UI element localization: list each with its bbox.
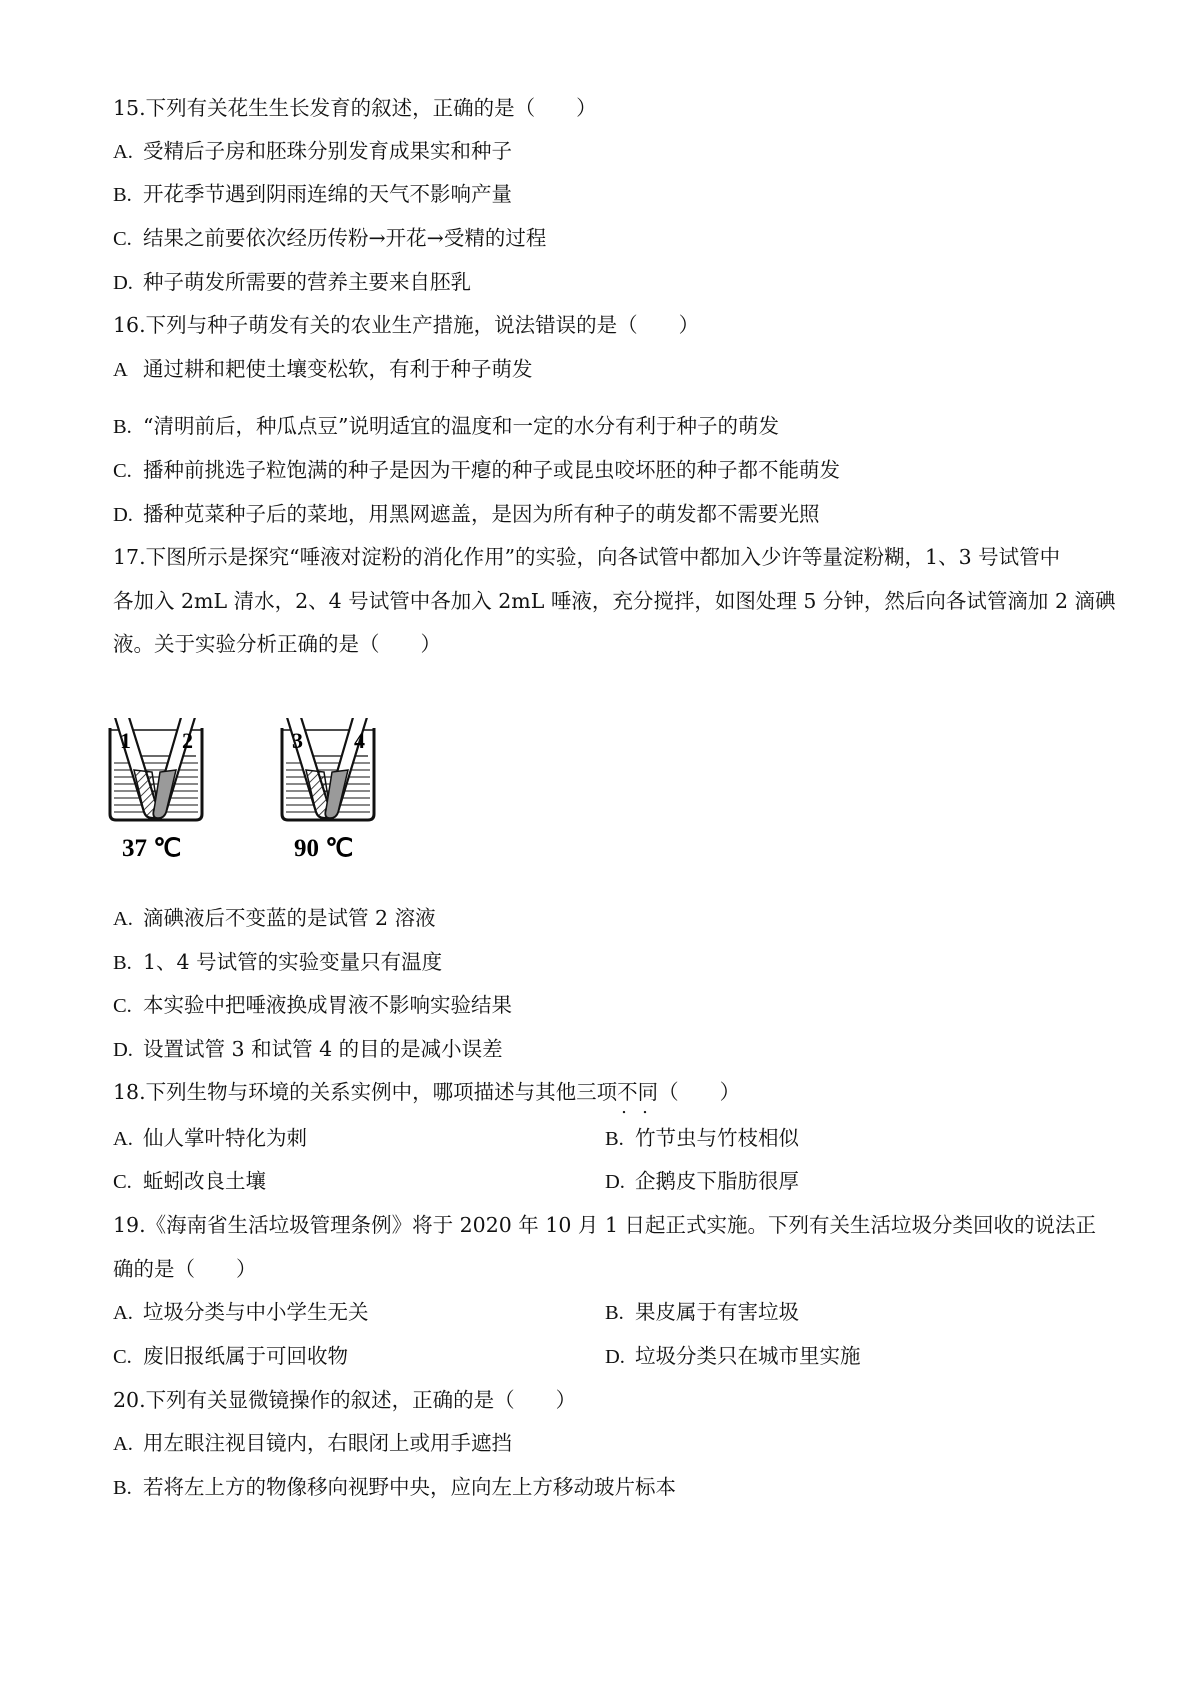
option-label: B. (113, 1477, 132, 1499)
option-text: 垃圾分类与中小学生无关 (143, 1300, 369, 1324)
q17-option-d (113, 1035, 503, 1064)
option-label: A. (113, 1433, 133, 1455)
option-text: 废旧报纸属于可回收物 (143, 1344, 348, 1368)
q16-option-c (113, 456, 840, 485)
tube-label-1: 1 (120, 728, 131, 753)
q18-option-b (605, 1124, 799, 1153)
option-label: C. (113, 1346, 132, 1368)
option-text: “清明前后，种瓜点豆”说明适宜的温度和一定的水分有利于种子的萌发 (143, 414, 779, 438)
q19-option-c (113, 1342, 348, 1371)
q18-option-c (113, 1167, 266, 1196)
option-text: 用左眼注视目镜内，右眼闭上或用手遮挡 (143, 1431, 512, 1455)
option-text: 蚯蚓改良土壤 (143, 1169, 266, 1193)
option-label: D. (113, 1039, 133, 1061)
option-text: 若将左上方的物像移向视野中央，应向左上方移动玻片标本 (143, 1475, 676, 1499)
option-label: D. (605, 1171, 625, 1193)
q19-stem-line2: 确的是（ ） (113, 1257, 257, 1281)
q15-option-d (113, 268, 471, 297)
q17-option-c (113, 991, 512, 1020)
q18-stem (113, 1078, 740, 1106)
q18-emphasis: 不同 (617, 1080, 659, 1104)
tube-label-3: 3 (292, 728, 303, 753)
option-label: C. (113, 1171, 132, 1193)
tube-label-2: 2 (182, 728, 193, 753)
q17-option-b (113, 948, 442, 977)
option-label: B. (113, 416, 132, 438)
option-text: 竹节虫与竹枝相似 (635, 1126, 799, 1150)
q15-stem: 15.下列有关花生生长发育的叙述，正确的是（ ） (113, 96, 597, 120)
temperature-label-90: 90 ℃ (294, 835, 354, 862)
q15-option-c (113, 224, 546, 253)
q18-stem-text: 18.下列生物与环境的关系实例中，哪项描述与其他三项 (113, 1080, 618, 1104)
option-label: A. (113, 141, 133, 163)
q20-stem: 20.下列有关显微镜操作的叙述，正确的是（ ） (113, 1388, 577, 1412)
q20-option-a (113, 1429, 512, 1458)
option-label: D. (605, 1346, 625, 1368)
q19-option-b (605, 1298, 799, 1327)
option-text: 播种苋菜种子后的菜地，用黑网遮盖，是因为所有种子的萌发都不需要光照 (143, 502, 820, 526)
q17-option-a (113, 904, 436, 933)
option-text: 滴碘液后不变蓝的是试管 2 溶液 (143, 906, 436, 930)
option-text: 本实验中把唾液换成胃液不影响实验结果 (143, 993, 512, 1017)
q18-option-a (113, 1124, 307, 1153)
option-label: A. (113, 1302, 133, 1324)
option-label: C. (113, 995, 132, 1017)
option-text: 1、4 号试管的实验变量只有温度 (143, 950, 443, 974)
option-text: 开花季节遇到阴雨连绵的天气不影响产量 (143, 182, 512, 206)
beakers-illustration (108, 718, 408, 878)
option-label: A. (113, 1128, 133, 1150)
q16-option-d (113, 500, 820, 529)
option-text: 设置试管 3 和试管 4 的目的是减小误差 (143, 1037, 503, 1061)
q19-stem-line1: 19.《海南省生活垃圾管理条例》将于 2020 年 10 月 1 日起正式实施。下列有关生活垃圾分类回收的说法正 (113, 1213, 1096, 1237)
option-text: 通过耕和耙使土壤变松软，有利于种子萌发 (143, 357, 533, 381)
option-label: B. (605, 1302, 624, 1324)
option-label: C. (113, 228, 132, 250)
option-label: C. (113, 460, 132, 482)
q17-stem-line1: 17.下图所示是探究“唾液对淀粉的消化作用”的实验，向各试管中都加入少许等量淀粉糊，1、3 号试管中 (113, 545, 1061, 569)
option-label: B. (605, 1128, 624, 1150)
option-text: 种子萌发所需要的营养主要来自胚乳 (143, 270, 471, 294)
option-text: 垃圾分类只在城市里实施 (635, 1344, 861, 1368)
temperature-label-37: 37 ℃ (122, 835, 182, 862)
q20-option-b (113, 1473, 676, 1502)
option-text: 企鹅皮下脂肪很厚 (635, 1169, 799, 1193)
option-label: B. (113, 952, 132, 974)
option-text: 仙人掌叶特化为刺 (143, 1126, 307, 1150)
option-text: 播种前挑选子粒饱满的种子是因为干瘪的种子或昆虫咬坏胚的种子都不能萌发 (143, 458, 840, 482)
option-text: 果皮属于有害垃圾 (635, 1300, 799, 1324)
option-label: B. (113, 184, 132, 206)
q18-stem-bracket: （ ） (658, 1080, 741, 1104)
experiment-figure (108, 718, 408, 878)
q15-option-a (113, 137, 512, 166)
q15-option-b (113, 180, 512, 209)
q16-option-a (113, 355, 533, 384)
option-label: A (113, 359, 128, 381)
option-label: D. (113, 272, 133, 294)
q19-option-d (605, 1342, 861, 1371)
option-label: A. (113, 908, 133, 930)
option-label: D. (113, 504, 133, 526)
option-text: 结果之前要依次经历传粉→开花→受精的过程 (143, 226, 547, 250)
q17-stem-line3: 液。关于实验分析正确的是（ ） (113, 632, 441, 656)
q19-option-a (113, 1298, 369, 1327)
q16-stem: 16.下列与种子萌发有关的农业生产措施，说法错误的是（ ） (113, 313, 700, 337)
tube-label-4: 4 (354, 728, 365, 753)
option-text: 受精后子房和胚珠分别发育成果实和种子 (143, 139, 512, 163)
q18-option-d (605, 1167, 799, 1196)
q17-stem-line2: 各加入 2mL 清水，2、4 号试管中各加入 2mL 唾液，充分搅拌，如图处理 5 分钟，然后向各试管滴加 2 滴碘 (113, 589, 1116, 613)
q16-option-b (113, 412, 779, 441)
